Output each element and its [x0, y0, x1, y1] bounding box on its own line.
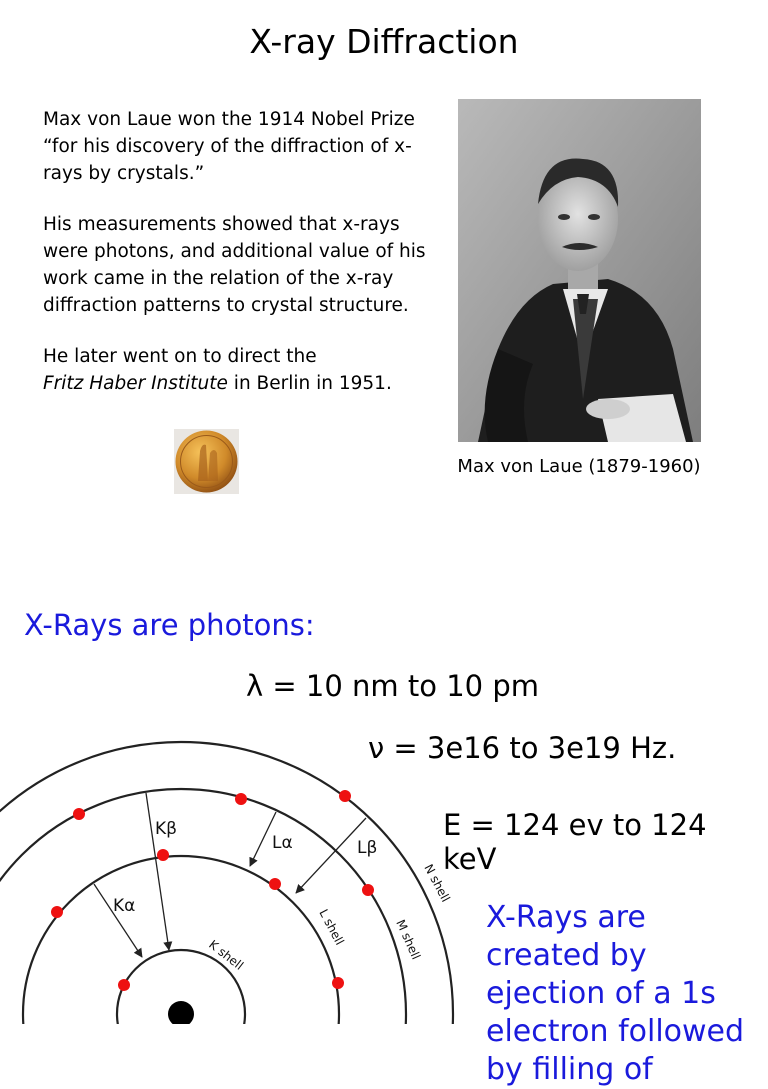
- m-shell-orbit: [0, 789, 406, 1024]
- electron: [73, 808, 85, 820]
- k-alpha-arrow: [94, 884, 142, 957]
- nucleus: [168, 1001, 194, 1024]
- page-title: X-ray Diffraction: [249, 22, 519, 61]
- portrait-photo: [458, 99, 701, 442]
- l-beta-arrow: [296, 818, 366, 893]
- institute-prefix: He later went on to direct the: [43, 346, 317, 367]
- k-shell-label: K shell: [206, 937, 246, 973]
- l-shell-label: L shell: [316, 906, 347, 948]
- photons-heading: X-Rays are photons:: [24, 608, 315, 642]
- m-shell-label: M shell: [393, 917, 424, 962]
- k-beta-label: Kβ: [155, 819, 177, 839]
- n-shell-orbit: [0, 742, 453, 1024]
- electron: [362, 884, 374, 896]
- energy-range: E = 124 ev to 124 keV: [443, 808, 707, 876]
- electron: [339, 790, 351, 802]
- institute-name: Fritz Haber Institute: [43, 373, 228, 394]
- k-alpha-label: Kα: [113, 896, 136, 916]
- electron: [51, 906, 63, 918]
- xray-creation-text: X-Rays are created by ejection of a 1s electron followed by filling of: [486, 900, 745, 1087]
- institute-suffix: in Berlin in 1951.: [227, 373, 392, 394]
- bio-paragraph-institute: [43, 343, 443, 397]
- portrait-caption: Max von Laue (1879-1960): [457, 456, 701, 477]
- electron: [118, 979, 130, 991]
- k-beta-arrow: [146, 793, 169, 950]
- electron: [235, 793, 247, 805]
- n-shell-label: N shell: [421, 861, 453, 905]
- electron: [157, 849, 169, 861]
- l-shell-orbit: [23, 856, 339, 1024]
- nobel-medal-image: [174, 429, 239, 494]
- l-beta-label: Lβ: [357, 838, 378, 858]
- electron: [269, 878, 281, 890]
- frequency-range: ν = 3e16 to 3e19 Hz.: [368, 731, 677, 765]
- atomic-shell-diagram: [0, 740, 480, 1024]
- bio-paragraph-nobel: Max von Laue won the 1914 Nobel Prize “for his discovery of the diffraction of x-rays by crystals.”: [43, 109, 415, 184]
- wavelength-range: λ = 10 nm to 10 pm: [246, 669, 539, 703]
- l-alpha-label: Lα: [272, 833, 293, 853]
- electron: [332, 977, 344, 989]
- bio-paragraph-measurements: His measurements showed that x-rays were photons, and additional value of his work came in the relation of the x-ray diffraction patterns to crystal structure.: [43, 214, 426, 316]
